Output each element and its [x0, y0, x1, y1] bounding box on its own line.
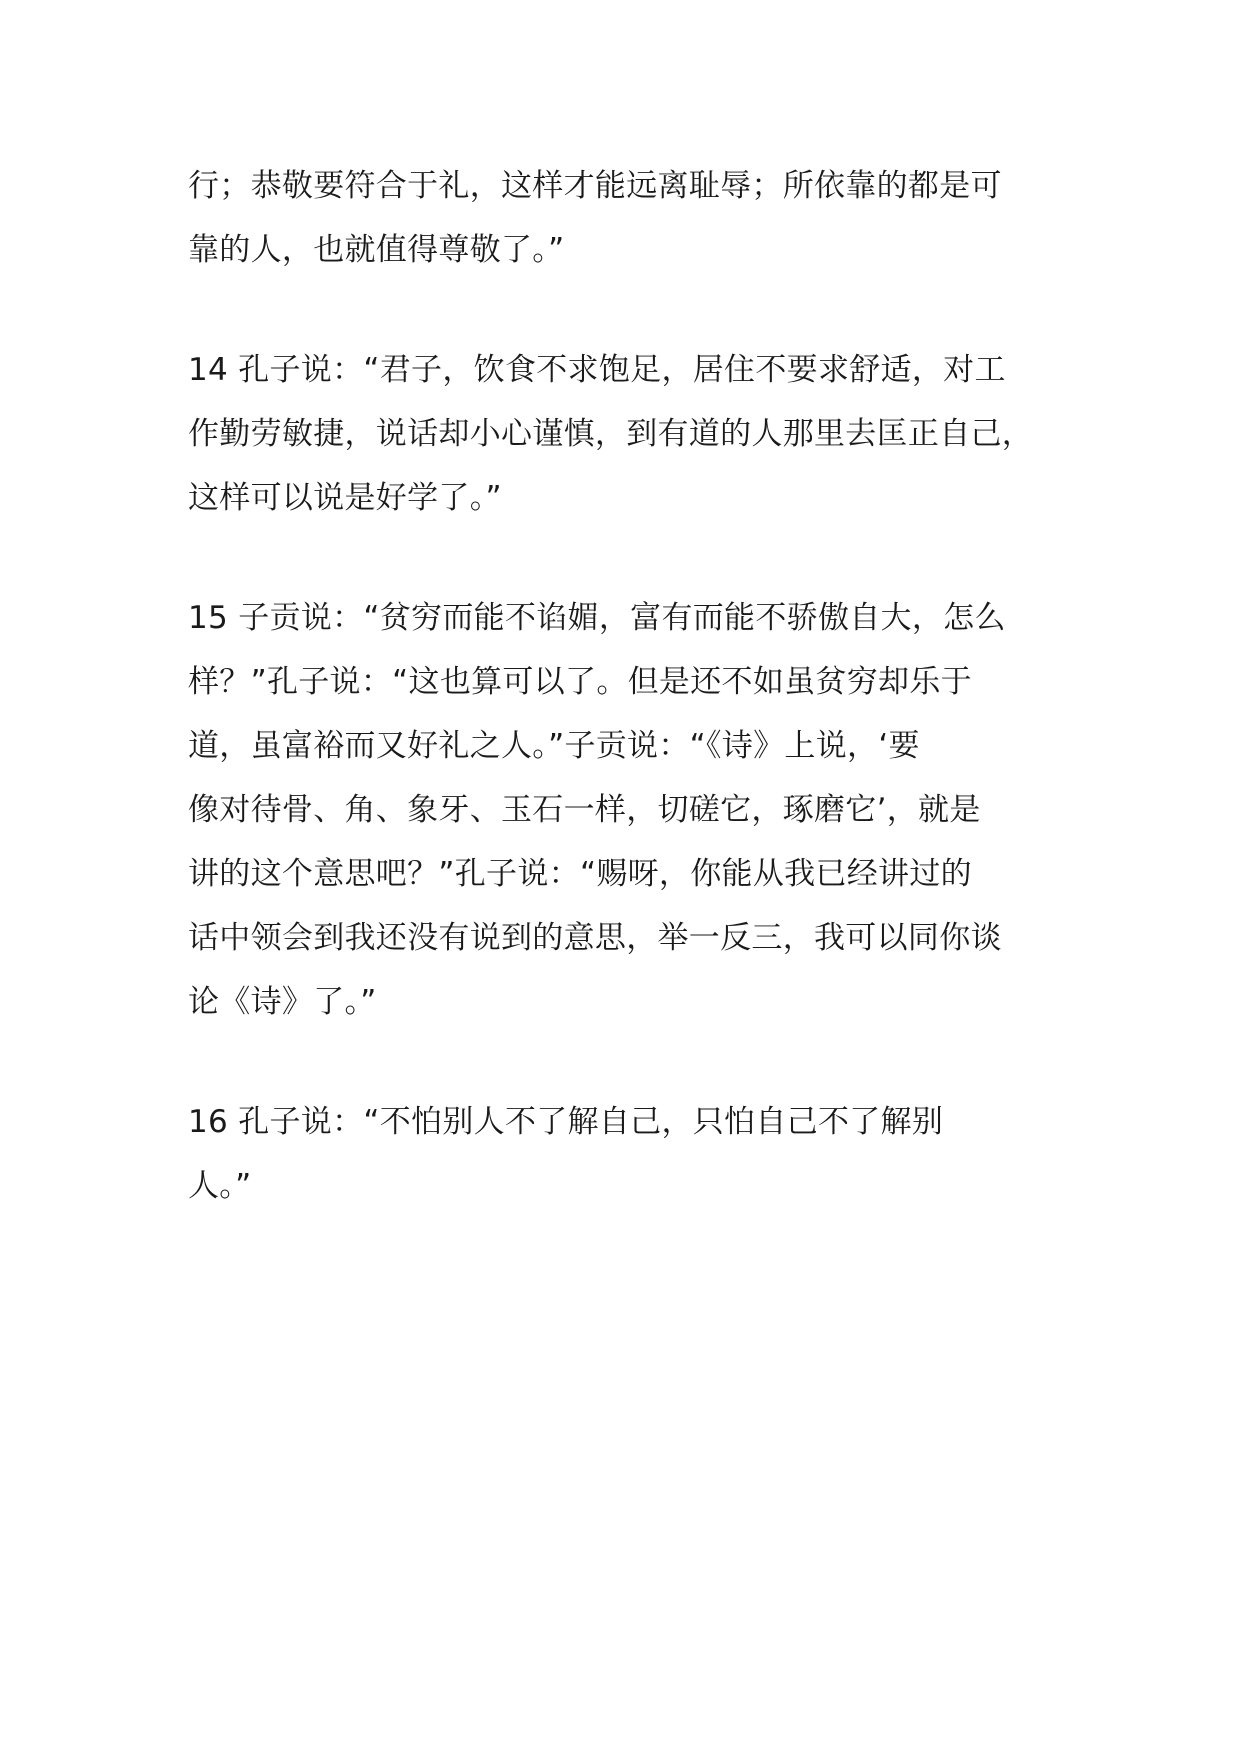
paragraph-13-line-1: 行；恭敬要符合于礼，这样才能远离耻辱；所依靠的都是可	[188, 168, 1002, 204]
paragraph-13-line-2: 靠的人，也就值得尊敬了。”	[188, 232, 565, 268]
paragraph-15-line-1: 15 子贡说：“贫穷而能不谄媚，富有而能不骄傲自大，怎么	[188, 600, 1006, 636]
paragraph-15-line-6: 话中领会到我还没有说到的意思，举一反三，我可以同你谈	[188, 920, 1002, 956]
paragraph-16-line-1: 16 孔子说：“不怕别人不了解自己，只怕自己不了解别	[188, 1104, 944, 1140]
paragraph-16-line-2: 人。”	[188, 1168, 252, 1204]
paragraph-14-line-1: 14 孔子说：“君子，饮食不求饱足，居住不要求舒适，对工	[188, 352, 1006, 388]
paragraph-15-line-5: 讲的这个意思吧？”孔子说：“赐呀，你能从我已经讲过的	[188, 856, 972, 892]
paragraph-15-line-3: 道，虽富裕而又好礼之人。”子贡说：“《诗》上说，‘要	[188, 728, 920, 764]
paragraph-14-line-3: 这样可以说是好学了。”	[188, 480, 502, 516]
paragraph-15-line-2: 样？”孔子说：“这也算可以了。但是还不如虽贫穷却乐于	[188, 664, 972, 700]
paragraph-14-line-2: 作勤劳敏捷，说话却小心谨慎，到有道的人那里去匡正自己，	[188, 416, 1034, 452]
paragraph-15-line-4: 像对待骨、角、象牙、玉石一样，切磋它，琢磨它’，就是	[188, 792, 981, 828]
paragraph-15-line-7: 论《诗》了。”	[188, 984, 377, 1020]
